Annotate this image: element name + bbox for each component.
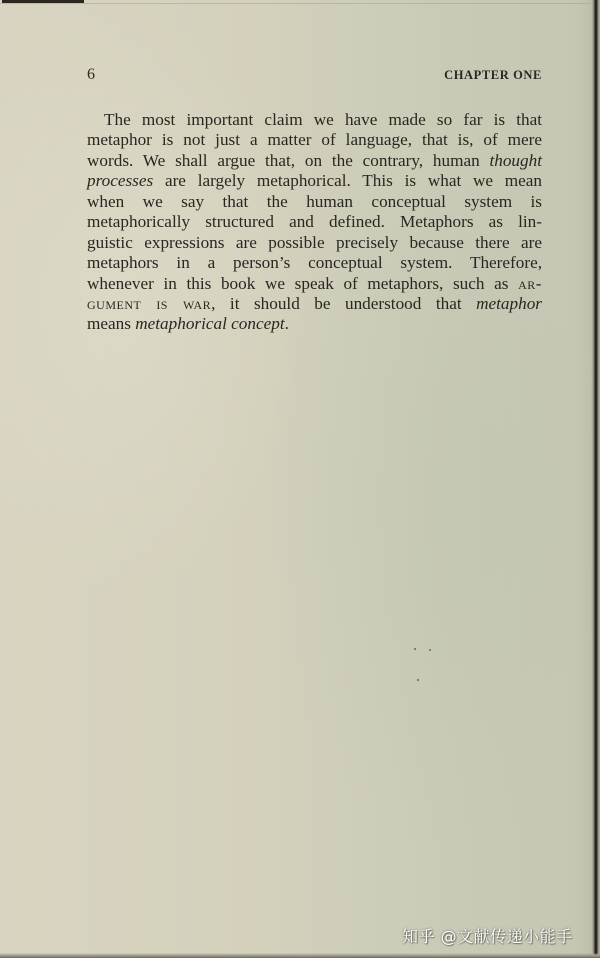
text-line bbox=[87, 110, 542, 130]
text-line bbox=[87, 274, 542, 294]
text-line bbox=[87, 233, 542, 253]
italic-text-run: metaphor bbox=[476, 293, 542, 313]
text-line bbox=[87, 314, 542, 334]
body-paragraph bbox=[87, 110, 542, 335]
scan-speck bbox=[429, 649, 431, 651]
text-run: The most important claim we have made so far is that bbox=[104, 110, 542, 129]
text-line bbox=[87, 171, 542, 191]
text-line bbox=[87, 130, 542, 150]
text-run: are largely metaphorical. This is what we mean bbox=[153, 171, 542, 191]
text-run: metaphor is not just a matter of language, that is, of mere bbox=[87, 130, 542, 150]
italic-text-run: metaphorical concept bbox=[135, 314, 285, 334]
watermark: 知乎 @文献传递小能手 bbox=[402, 927, 573, 946]
text-run: whenever in this book we speak of metaphors, such as bbox=[87, 273, 519, 293]
italic-text-run: thought bbox=[489, 150, 542, 170]
page-top-edge-line bbox=[0, 3, 595, 4]
text-line bbox=[87, 212, 542, 232]
italic-text-run: processes bbox=[87, 171, 154, 191]
page-bottom-edge bbox=[0, 953, 600, 958]
text-run: , it should be understood that bbox=[211, 293, 477, 313]
smallcaps-text-run: gument is war bbox=[87, 293, 212, 313]
text-line bbox=[87, 253, 542, 273]
text-run: means bbox=[87, 314, 136, 334]
text-run: words. We shall argue that, on the contrary, human bbox=[87, 150, 490, 170]
text-line bbox=[87, 294, 542, 314]
text-run: when we say that the human conceptual system is bbox=[87, 191, 542, 211]
text-line bbox=[87, 151, 542, 171]
scan-speck bbox=[417, 679, 419, 681]
text-run: guistic expressions are possible precisely because there are bbox=[87, 232, 542, 252]
text-run: metaphorically structured and defined. Metaphors as lin- bbox=[87, 212, 542, 232]
book-spine-edge bbox=[591, 0, 600, 958]
page-number: 6 bbox=[87, 66, 95, 83]
text-run: . bbox=[284, 314, 289, 334]
running-head bbox=[87, 66, 542, 86]
chapter-title: CHAPTER ONE bbox=[444, 68, 542, 82]
text-line bbox=[87, 192, 542, 212]
text-run: metaphors in a person’s conceptual system. Therefore, bbox=[87, 253, 542, 273]
scan-speck bbox=[414, 648, 416, 650]
smallcaps-text-run: ar- bbox=[518, 273, 542, 293]
